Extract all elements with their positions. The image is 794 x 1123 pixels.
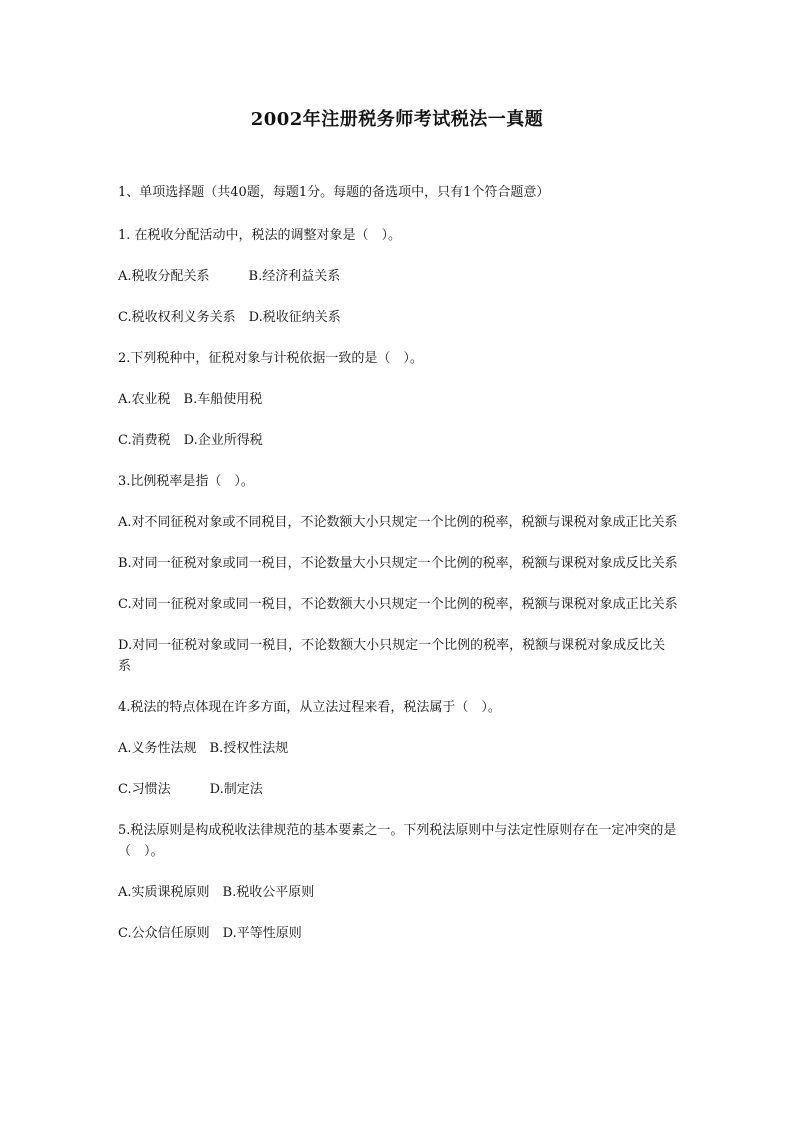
question-1: 1. 在税收分配活动中，税法的调整对象是（ ）。 bbox=[118, 228, 402, 243]
question-2-options-ab: A.农业税 B.车船使用税 bbox=[118, 392, 263, 407]
section-heading: 1、单项选择题（共40题，每题1分。每题的备选项中，只有1个符合题意） bbox=[118, 185, 550, 200]
question-5-options-ab: A.实质课税原则 B.税收公平原则 bbox=[118, 885, 315, 900]
question-2-options-cd: C.消费税 D.企业所得税 bbox=[118, 433, 263, 448]
question-3: 3.比例税率是指（ ）。 bbox=[118, 474, 254, 489]
question-3-option-c: C.对同一征税对象或同一税目，不论数额大小只规定一个比例的税率，税额与课税对象成正比关系 bbox=[118, 597, 678, 612]
question-3-option-a: A.对不同征税对象或不同税目，不论数额大小只规定一个比例的税率，税额与课税对象成正比关系 bbox=[118, 515, 678, 530]
question-4-options-ab: A.义务性法规 B.授权性法规 bbox=[118, 741, 289, 756]
question-1-options-ab: A.税收分配关系 B.经济利益关系 bbox=[118, 269, 341, 284]
question-4-options-cd: C.习惯法 D.制定法 bbox=[118, 782, 263, 797]
question-5-options-cd: C.公众信任原则 D.平等性原则 bbox=[118, 926, 302, 941]
question-3-option-d: D.对同一征税对象或同一税目，不论数额大小只规定一个比例的税率，税额与课税对象成反比关系 bbox=[118, 638, 666, 674]
question-3-option-b: B.对同一征税对象或同一税目，不论数量大小只规定一个比例的税率，税额与课税对象成反比关系 bbox=[118, 556, 678, 571]
question-4: 4.税法的特点体现在许多方面，从立法过程来看，税法属于（ ）。 bbox=[118, 700, 501, 715]
document-title: 2002年注册税务师考试税法一真题 bbox=[250, 109, 544, 130]
question-1-options-cd: C.税收权利义务关系 D.税收征纳关系 bbox=[118, 310, 341, 325]
question-2: 2.下列税种中，征税对象与计税依据一致的是（ ）。 bbox=[118, 351, 423, 366]
question-5: 5.税法原则是构成税收法律规范的基本要素之一。下列税法原则中与法定性原则存在一定冲突的是（ ）。 bbox=[118, 823, 677, 859]
document-body bbox=[118, 182, 678, 964]
